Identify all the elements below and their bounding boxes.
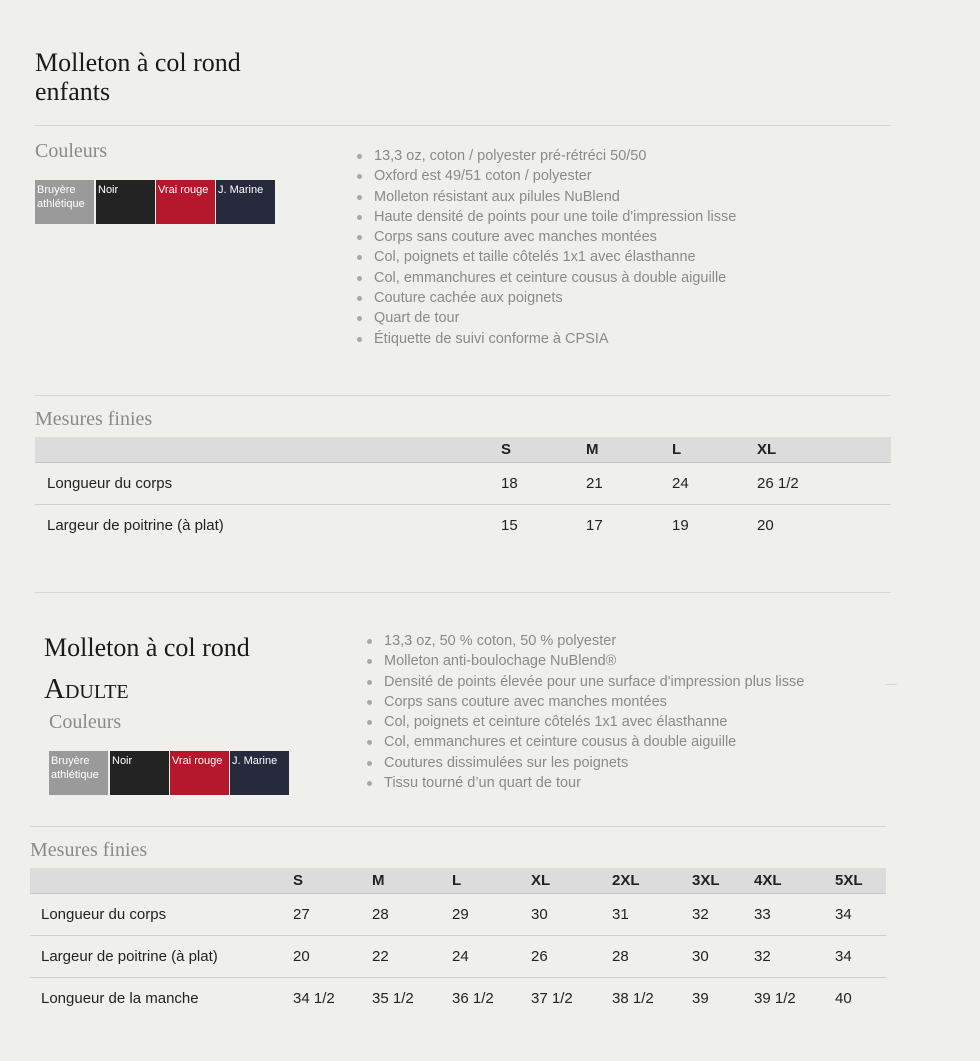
size-header: 5XL xyxy=(835,868,886,894)
swatch-navy[interactable] xyxy=(216,180,275,224)
size-header: 2XL xyxy=(612,868,692,894)
table-cell: 30 xyxy=(531,894,612,936)
table-cell: 21 xyxy=(586,463,672,505)
list-item: Haute densité de points pour une toile d'impression lisse xyxy=(356,207,856,227)
table-cell: 26 xyxy=(531,936,612,978)
table-cell: 40 xyxy=(835,990,852,1007)
divider xyxy=(30,826,886,827)
table-cell: 34 xyxy=(835,894,886,936)
list-item: Col, poignets et ceinture côtelés 1x1 avec élasthanne xyxy=(366,712,754,732)
list-item: Col, emmanchures et ceinture cousus à double aiguille xyxy=(366,732,754,752)
size-header: M xyxy=(586,437,672,463)
table-cell: 38 1/2 xyxy=(612,990,654,1007)
list-item: Densité de points élevée pour une surface d'impression plus lisse xyxy=(366,672,754,692)
kids-features-list xyxy=(356,146,856,349)
size-header: L xyxy=(452,868,531,894)
list-item: 13,3 oz, 50 % coton, 50 % polyester xyxy=(366,631,754,651)
list-item: 13,3 oz, coton / polyester pré-rétréci 50/50 xyxy=(356,146,856,166)
list-item: Corps sans couture avec manches montées xyxy=(356,227,856,247)
adult-measures-label: Mesures finies xyxy=(30,839,148,861)
swatch-heather[interactable] xyxy=(35,180,94,224)
table-row xyxy=(30,978,886,1020)
swatch-label: Vrai rouge xyxy=(172,755,223,767)
size-header: XL xyxy=(531,868,612,894)
divider xyxy=(885,684,897,685)
size-header: 3XL xyxy=(692,868,754,894)
table-row xyxy=(35,505,891,547)
swatch-label: J. Marine xyxy=(232,755,278,767)
table-cell: 22 xyxy=(372,936,452,978)
swatch-red[interactable] xyxy=(156,180,215,224)
size-header: XL xyxy=(757,437,891,463)
adult-size-table xyxy=(30,868,886,1019)
divider xyxy=(35,592,891,593)
adult-features-list xyxy=(366,631,805,793)
kids-title xyxy=(35,48,241,106)
table-cell: 18 xyxy=(501,463,586,505)
adult-title-line2: Adulte xyxy=(44,673,129,705)
list-item: Molleton résistant aux pilules NuBlend xyxy=(356,187,856,207)
table-cell: 37 1/2 xyxy=(531,990,573,1007)
table-cell: 39 1/2 xyxy=(754,990,796,1007)
list-item: Coutures dissimulées sur les poignets xyxy=(366,753,754,773)
table-cell: 34 1/2 xyxy=(293,990,335,1007)
table-cell: 35 1/2 xyxy=(372,990,414,1007)
row-label: Longueur de la manche xyxy=(41,990,199,1007)
list-item: Corps sans couture avec manches montées xyxy=(366,692,754,712)
row-label: Longueur du corps xyxy=(30,894,293,936)
table-cell: 32 xyxy=(754,936,835,978)
table-row xyxy=(35,463,891,505)
table-cell: 34 xyxy=(835,936,886,978)
row-label: Largeur de poitrine (à plat) xyxy=(30,936,293,978)
list-item: Étiquette de suivi conforme à CPSIA xyxy=(356,329,856,349)
table-cell: 15 xyxy=(501,517,518,534)
adult-title-line1: Molleton à col rond xyxy=(44,633,250,662)
list-item: Col, emmanchures et ceinture cousus à double aiguille xyxy=(356,268,856,288)
list-item: Tissu tourné d’un quart de tour xyxy=(366,773,754,793)
table-cell: 29 xyxy=(452,894,531,936)
kids-size-table xyxy=(35,437,891,546)
list-item: Molleton anti-boulochage NuBlend® xyxy=(366,651,754,671)
swatch-label: J. Marine xyxy=(218,184,264,196)
table-cell: 32 xyxy=(692,894,754,936)
divider xyxy=(35,395,891,396)
swatch-navy[interactable] xyxy=(230,751,289,795)
table-cell: 24 xyxy=(672,463,757,505)
row-label: Largeur de poitrine (à plat) xyxy=(47,517,224,534)
swatch-label: Bruyère athlétique xyxy=(51,755,99,781)
table-cell: 19 xyxy=(672,517,689,534)
table-cell: 24 xyxy=(452,936,531,978)
table-cell: 20 xyxy=(293,936,372,978)
swatch-label: Vrai rouge xyxy=(158,184,209,196)
kids-title-line1: Molleton à col rond xyxy=(35,48,241,77)
table-cell: 20 xyxy=(757,517,774,534)
table-row xyxy=(30,936,886,978)
size-header: L xyxy=(672,437,757,463)
kids-title-line2: enfants xyxy=(35,77,111,106)
table-cell: 28 xyxy=(612,936,692,978)
table-cell: 36 1/2 xyxy=(452,990,494,1007)
kids-measures-label: Mesures finies xyxy=(35,408,153,430)
kids-colors-label: Couleurs xyxy=(35,140,108,162)
swatch-black[interactable] xyxy=(96,180,155,224)
table-header-row xyxy=(35,437,891,463)
adult-swatches xyxy=(49,751,291,795)
table-cell: 27 xyxy=(293,894,372,936)
table-cell: 33 xyxy=(754,894,835,936)
list-item: Col, poignets et taille côtelés 1x1 avec élasthanne xyxy=(356,247,856,267)
table-cell: 39 xyxy=(692,990,709,1007)
table-cell: 17 xyxy=(586,517,603,534)
swatch-red[interactable] xyxy=(170,751,229,795)
size-header: S xyxy=(501,437,586,463)
table-cell: 30 xyxy=(692,936,754,978)
size-header: 4XL xyxy=(754,868,835,894)
kids-swatches xyxy=(35,180,277,224)
size-header: S xyxy=(293,868,372,894)
table-cell: 31 xyxy=(612,894,692,936)
row-label: Longueur du corps xyxy=(35,463,501,505)
swatch-black[interactable] xyxy=(110,751,169,795)
divider xyxy=(35,125,891,126)
list-item: Couture cachée aux poignets xyxy=(356,288,856,308)
table-header-row xyxy=(30,868,886,894)
swatch-label: Noir xyxy=(98,184,119,196)
table-cell: 26 1/2 xyxy=(757,463,891,505)
list-item: Oxford est 49/51 coton / polyester xyxy=(356,166,856,186)
list-item: Quart de tour xyxy=(356,308,856,328)
swatch-label: Noir xyxy=(112,755,133,767)
adult-colors-label: Couleurs xyxy=(49,711,122,733)
table-cell: 28 xyxy=(372,894,452,936)
swatch-label: Bruyère athlétique xyxy=(37,184,85,210)
size-header: M xyxy=(372,868,452,894)
swatch-heather[interactable] xyxy=(49,751,108,795)
table-row xyxy=(30,894,886,936)
